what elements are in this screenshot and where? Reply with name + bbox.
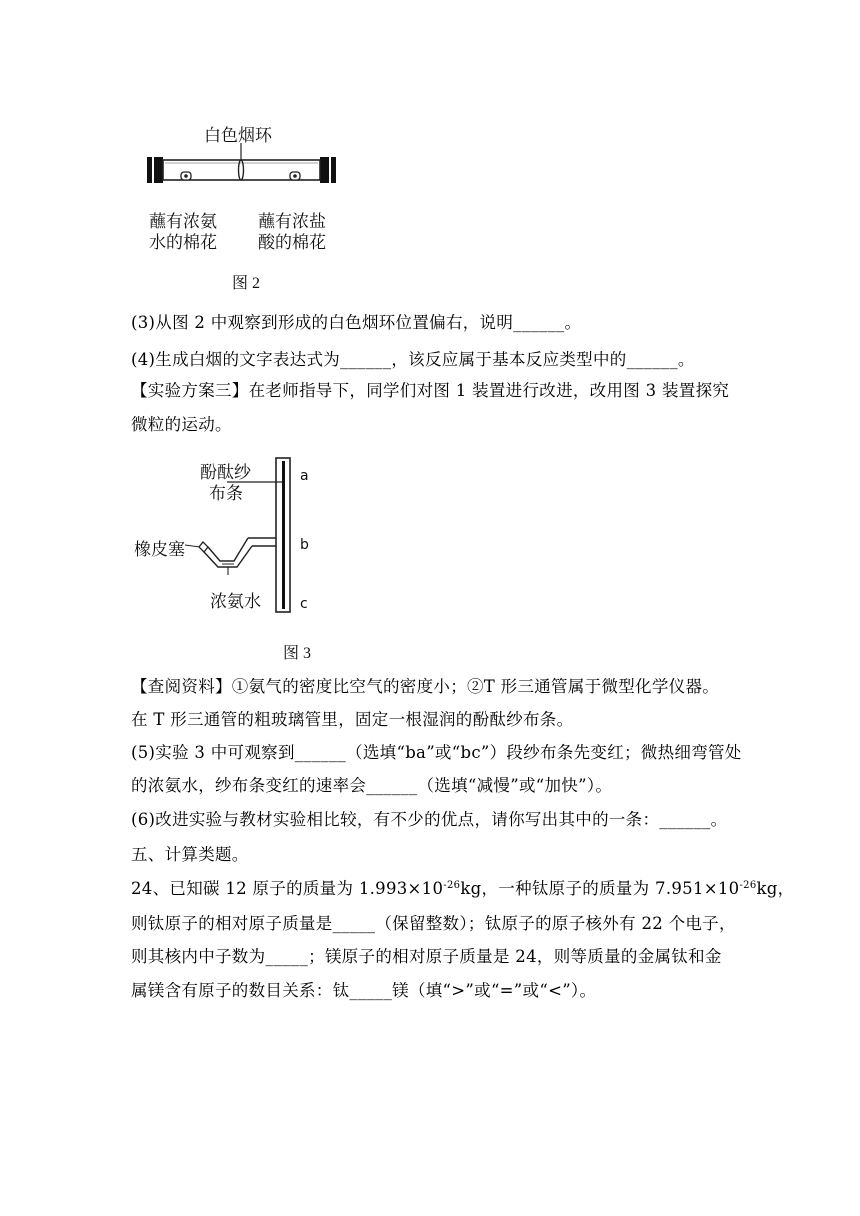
figure-3-caption: 图 3 <box>283 645 312 662</box>
question-24-line-2: 则钛原子的相对原子质量是_____（保留整数）；钛原子的原子核外有 22 个电子， <box>131 914 736 933</box>
question-3: (3)从图 2 中观察到形成的白色烟环位置偏右，说明______。 <box>131 313 582 332</box>
figure-3 <box>130 455 330 630</box>
question-5-line-2: 的浓氨水，纱布条变红的速率会______（选填“减慢”或“加快”）。 <box>131 776 613 795</box>
q24-text-c: kg， <box>756 879 795 898</box>
section-5-heading: 五、计算类题。 <box>131 845 249 864</box>
reference-info-line-2: 在 T 形三通管的粗玻璃管里，固定一根湿润的酚酞纱布条。 <box>131 710 574 729</box>
label-phenolphthalein-strip-1: 酚酞纱 <box>200 463 251 483</box>
question-5-line-1: (5)实验 3 中可观察到______（选填“ba”或“bc”）段纱布条先变红；微热细弯管处 <box>131 743 742 762</box>
label-rubber-stopper: 橡皮塞 <box>134 540 185 560</box>
q24-text-b: kg，一种钛原子的质量为 7.951×10 <box>460 879 740 898</box>
mark-b: b <box>300 537 309 553</box>
mark-a: a <box>300 468 309 484</box>
label-acid-cotton-1: 蘸有浓盐 <box>258 212 326 232</box>
question-24-line-4: 属镁含有原子的数目关系：钛_____镁（填“>”或“=”或“<”）。 <box>131 981 597 1000</box>
question-6: (6)改进实验与教材实验相比较，有不少的优点，请你写出其中的一条：______。 <box>131 810 728 829</box>
figure-2 <box>130 115 370 255</box>
reference-info-line-1: 【查阅资料】①氨气的密度比空气的密度小；②T 形三通管属于微型化学仪器。 <box>131 677 720 696</box>
label-white-smoke-ring: 白色烟环 <box>204 126 272 146</box>
question-4: (4)生成白烟的文字表达式为______，该反应属于基本反应类型中的______。 <box>131 350 695 369</box>
label-ammonia-cotton-2: 水的棉花 <box>149 233 217 253</box>
question-24-line-3: 则其核内中子数为_____；镁原子的相对原子质量是 24，则等质量的金属钛和金 <box>131 947 722 966</box>
label-acid-cotton-2: 酸的棉花 <box>258 233 326 253</box>
mark-c: c <box>300 596 308 612</box>
plan-3-line-2: 微粒的运动。 <box>131 415 232 434</box>
label-conc-ammonia: 浓氨水 <box>210 592 261 612</box>
q24-exponent-1: -26 <box>443 880 461 891</box>
plan-3-line-1: 【实验方案三】在老师指导下，同学们对图 1 装置进行改进，改用图 3 装置探究 <box>131 381 730 400</box>
q24-exponent-2: -26 <box>739 880 757 891</box>
label-ammonia-cotton-1: 蘸有浓氨 <box>149 212 217 232</box>
q24-text-a: 24、已知碳 12 原子的质量为 1.993×10 <box>131 879 444 898</box>
label-phenolphthalein-strip-2: 布条 <box>209 484 243 504</box>
figure-2-caption: 图 2 <box>232 275 261 292</box>
question-24-line-1 <box>131 879 795 899</box>
